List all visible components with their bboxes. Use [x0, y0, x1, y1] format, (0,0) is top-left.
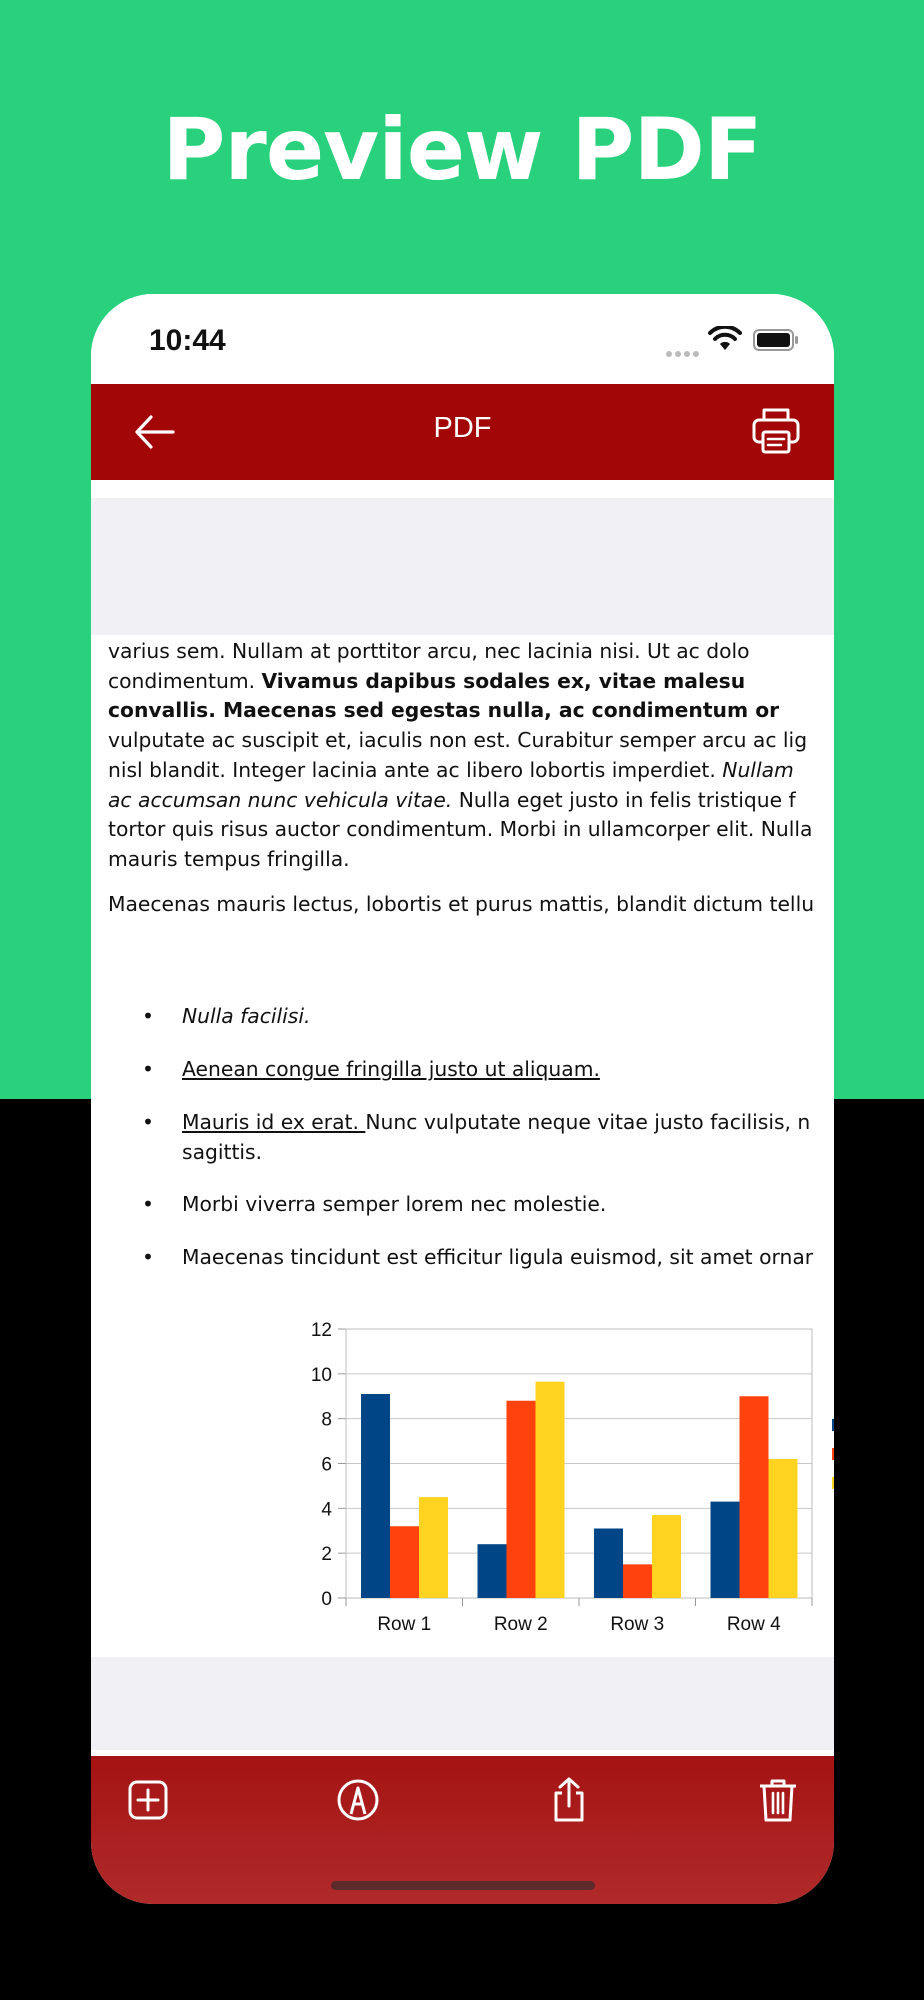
legend-swatch — [832, 1448, 834, 1460]
x-tick-label: Row 1 — [377, 1614, 432, 1630]
bar — [390, 1526, 419, 1598]
bar — [536, 1382, 565, 1598]
previous-page-bottom — [91, 480, 834, 498]
bar — [623, 1564, 652, 1598]
x-tick-label: Row 4 — [726, 1614, 781, 1630]
app-title: PDF — [433, 412, 492, 444]
signal-icon — [666, 342, 702, 361]
markup-icon[interactable] — [334, 1776, 382, 1824]
y-tick-label: 4 — [321, 1499, 332, 1521]
paragraph-1 — [108, 637, 834, 875]
bar — [478, 1544, 507, 1598]
status-bar — [91, 294, 834, 384]
battery-icon — [753, 329, 799, 351]
phone-frame — [91, 294, 834, 1904]
para1-line: convallis. Maecenas sed egestas nulla, ac condimentum or — [108, 698, 780, 723]
bar — [507, 1401, 536, 1598]
bar-chart — [91, 1300, 834, 1630]
add-page-icon[interactable] — [124, 1776, 172, 1824]
bar — [361, 1394, 390, 1598]
para2-line: Maecenas mauris lectus, lobortis et purus mattis, blandit dictum tellu — [108, 892, 815, 916]
trash-icon[interactable] — [754, 1776, 802, 1824]
legend-swatch — [832, 1419, 834, 1431]
y-tick-label: 2 — [321, 1544, 332, 1566]
status-time: 10:44 — [149, 324, 226, 357]
legend-swatch — [832, 1477, 834, 1489]
para1-line: tortor quis risus auctor condimentum. Morbi in ullamcorper elit. Nulla — [108, 817, 813, 842]
bar — [419, 1497, 448, 1598]
home-indicator — [331, 1881, 595, 1890]
y-tick-label: 12 — [310, 1320, 332, 1341]
pdf-viewer[interactable] — [91, 480, 834, 1750]
para1-line: ac accumsan nunc vehicula vitae. Nulla eget justo in felis tristique f — [108, 787, 796, 812]
share-icon[interactable] — [545, 1776, 593, 1824]
app-bar — [91, 384, 834, 480]
x-tick-label: Row 2 — [493, 1614, 548, 1630]
y-tick-label: 10 — [310, 1364, 332, 1386]
para1-line: condimentum. Vivamus dapibus sodales ex, vitae malesu — [108, 668, 746, 693]
bar — [711, 1502, 740, 1598]
wifi-icon — [708, 326, 742, 352]
x-tick-label: Row 3 — [610, 1614, 665, 1630]
paragraph-2 — [108, 890, 834, 920]
headline: Preview PDF — [162, 100, 762, 200]
bar — [769, 1459, 798, 1598]
para1-line: varius sem. Nullam at porttitor arcu, nec lacinia nisi. Ut ac dolo — [108, 639, 750, 663]
y-tick-label: 8 — [321, 1409, 332, 1431]
para1-line: mauris tempus fringilla. — [108, 846, 350, 871]
print-icon[interactable] — [751, 406, 801, 456]
y-tick-label: 6 — [321, 1454, 332, 1476]
y-tick-label: 0 — [321, 1589, 332, 1610]
bar — [740, 1396, 769, 1598]
para1-line: vulputate ac suscipit et, iaculis non est. Curabitur semper arcu ac lig — [108, 728, 808, 753]
pdf-page: varius sem. Nullam at porttitor arcu, nec lacinia nisi. Ut ac dolo condimentum. Vivamus dapibus sodales ex, vitae malesu convallis. Maecenas sed egestas nulla, ac condimentum or vulputate ac suscipit et, iaculis non est. Curabitur semper arcu ac lig nisl blandit. Integer lacinia ante ac libero lobortis imperdiet. Nullam ac accumsan nunc vehicula vitae. Nulla eget justo in felis tristique f tortor quis risus auctor condimentum. Morbi in ullamcorper elit. Nulla mauris tempus fringilla. Maecenas mauris lectus, lobortis et purus mattis, blandit dictum tellu • Nulla facilisi. • Aenean congue fringilla justo ut aliquam. • Mauris id ex erat. Nunc vulputate neque vitae justo facilisis, n sagittis. • Morbi viverra semper lorem nec molestie. • Maecenas tincidunt est efficitur ligula euismod, sit amet ornar 0 2 4 6 8 10 12 Row 1 Row 2 Row 3 Row 4 — [91, 635, 834, 1657]
bar — [594, 1529, 623, 1598]
bar — [652, 1515, 681, 1598]
para1-line: nisl blandit. Integer lacinia ante ac libero lobortis imperdiet. Nullam — [108, 757, 794, 782]
